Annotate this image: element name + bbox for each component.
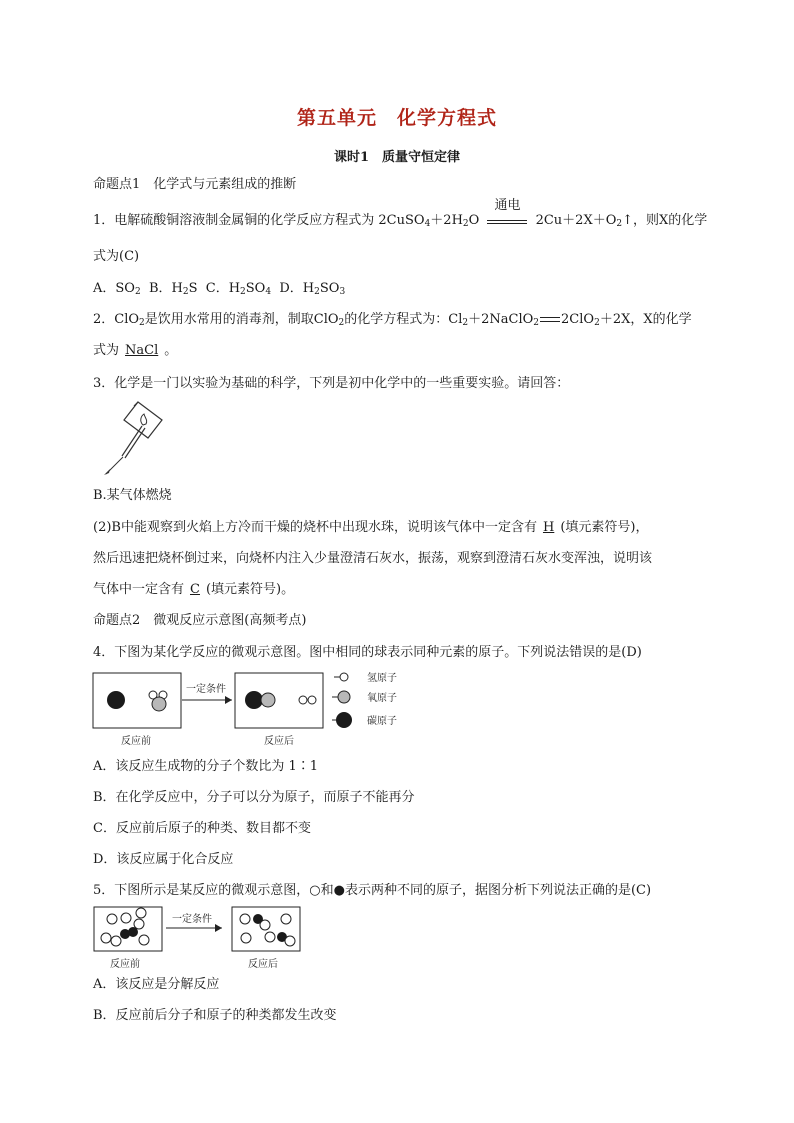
option-b-end: S bbox=[188, 281, 198, 296]
white-atom-icon bbox=[101, 933, 111, 943]
question-1-line-1 bbox=[93, 198, 708, 232]
white-atom-icon bbox=[134, 919, 144, 929]
page-subtitle: 课时1 质量守恒定律 bbox=[333, 150, 461, 165]
question-5-text bbox=[93, 883, 651, 899]
q2-text: 是饮用水常用的消毒剂，制取ClO bbox=[144, 312, 339, 327]
double-line-icon bbox=[487, 220, 527, 224]
topic-heading-2: 命题点2 微观反应示意图(高频考点) bbox=[93, 613, 307, 628]
white-atom-icon bbox=[139, 935, 149, 945]
arrow-head-icon bbox=[215, 924, 222, 932]
q2-sub: 2 bbox=[533, 318, 540, 328]
legend-hydrogen-label: 氢原子 bbox=[367, 673, 397, 684]
q3-answer-h: H bbox=[542, 520, 555, 535]
arrow-head-icon bbox=[225, 696, 232, 704]
q2-text: 。 bbox=[164, 343, 178, 358]
white-atom-icon bbox=[265, 932, 275, 942]
q4-option-c: C．反应前后原子的种类、数目都不变 bbox=[93, 821, 311, 836]
equals-sign-icon bbox=[540, 317, 560, 322]
option-sub: 2 bbox=[182, 287, 189, 297]
legend-oxygen-label: 氧原子 bbox=[367, 693, 397, 704]
q2-text: 2ClO bbox=[561, 312, 595, 327]
q4-option-a: A．该反应生成物的分子个数比为 1∶1 bbox=[93, 759, 319, 774]
q1-text-pre: 1．电解硫酸铜溶液制金属铜的化学反应方程式为 2CuSO bbox=[93, 213, 425, 228]
q1-sub: 4 bbox=[424, 219, 431, 229]
q2-text: 式为 bbox=[93, 343, 120, 358]
q3-text: 气体中一定含有 bbox=[93, 582, 185, 597]
question-2-line-1 bbox=[93, 312, 692, 331]
hydrogen-atom-icon bbox=[308, 696, 316, 704]
q4-reaction-diagram bbox=[92, 670, 412, 750]
option-sub: 3 bbox=[339, 287, 346, 297]
after-label: 反应后 bbox=[248, 959, 278, 970]
white-atom-icon bbox=[241, 933, 251, 943]
before-label: 反应前 bbox=[110, 959, 140, 970]
q1-text-post: ↑，则X的化学 bbox=[622, 213, 708, 228]
option-sub: 4 bbox=[265, 287, 272, 297]
black-atom-icon bbox=[128, 927, 138, 937]
topic-heading-1: 命题点1 化学式与元素组成的推断 bbox=[93, 177, 297, 192]
reaction-condition-label: 通电 bbox=[494, 198, 521, 213]
reaction-condition-label: 一定条件 bbox=[186, 684, 226, 695]
option-sub: 2 bbox=[314, 287, 320, 297]
oxygen-atom-icon bbox=[261, 693, 275, 707]
flame-icon bbox=[141, 414, 147, 425]
q1-text: ＋2H bbox=[430, 213, 463, 228]
q3-text: (填元素符号)， bbox=[560, 520, 649, 535]
white-atom-icon bbox=[285, 936, 295, 946]
question-3-text: 3．化学是一门以实验为基础的科学，下列是初中化学中的一些重要实验。请回答： bbox=[93, 376, 570, 391]
white-atom-icon bbox=[136, 908, 146, 918]
q5-option-b: B．反应前后分子和原子的种类都发生改变 bbox=[93, 1008, 337, 1023]
question-3-sub-line-3 bbox=[93, 582, 294, 598]
reaction-condition-label: 一定条件 bbox=[172, 914, 212, 925]
option-sub: 2 bbox=[134, 287, 141, 297]
oxygen-atom-icon bbox=[152, 697, 166, 711]
q1-sub: 2 bbox=[462, 219, 469, 229]
q2-text: ＋2NaClO bbox=[468, 312, 534, 327]
q1-text: 2Cu＋2X＋O bbox=[535, 213, 617, 228]
option-d: D．H bbox=[279, 281, 315, 296]
q1-sub: 2 bbox=[616, 219, 623, 229]
white-atom-icon bbox=[281, 914, 291, 924]
after-label: 反应后 bbox=[264, 736, 294, 747]
legend-carbon-label: 碳原子 bbox=[367, 716, 397, 727]
question-4-text: 4．下图为某化学反应的微观示意图。图中相同的球表示同种元素的原子。下列说法错误的是(D) bbox=[93, 645, 642, 660]
carbon-atom-icon bbox=[245, 691, 263, 709]
q3-text: (填元素符号)。 bbox=[205, 582, 295, 597]
option-c-mid: SO bbox=[245, 281, 266, 296]
page-title: 第五单元 化学方程式 bbox=[296, 107, 497, 129]
question-3-sub-line-1 bbox=[93, 520, 648, 536]
carbon-atom-icon bbox=[107, 691, 125, 709]
q2-sub: 2 bbox=[139, 318, 145, 328]
white-atom-icon bbox=[121, 913, 131, 923]
white-atom-icon bbox=[111, 936, 121, 946]
before-box bbox=[93, 673, 181, 728]
before-label: 反应前 bbox=[121, 736, 151, 747]
q3-answer-c: C bbox=[190, 582, 200, 597]
q5-option-a: A．该反应是分解反应 bbox=[93, 977, 220, 992]
question-2-line-2 bbox=[93, 343, 177, 359]
option-sub: 2 bbox=[240, 287, 246, 297]
q4-option-d: D．该反应属于化合反应 bbox=[93, 852, 234, 867]
q1-text: O bbox=[468, 213, 480, 228]
white-atom-icon bbox=[240, 914, 250, 924]
legend-hydrogen-icon bbox=[340, 673, 348, 681]
option-b: B．H bbox=[148, 281, 183, 296]
white-atom-icon bbox=[107, 914, 117, 924]
white-atom-icon bbox=[260, 920, 270, 930]
question-1-line-2: 式为(C) bbox=[93, 249, 140, 264]
gas-tube-icon bbox=[104, 426, 145, 475]
legend-oxygen-icon bbox=[338, 691, 350, 703]
q2-text: 的化学方程式为：Cl bbox=[344, 312, 463, 327]
q3-text: (2)B中能观察到火焰上方冷而干燥的烧杯中出现水珠，说明该气体中一定含有 bbox=[93, 520, 537, 535]
q5-reaction-diagram bbox=[92, 905, 307, 973]
option-c: C．H bbox=[205, 281, 241, 296]
q2-sub: 2 bbox=[594, 318, 600, 328]
reaction-condition-arrow bbox=[487, 198, 527, 224]
q5-text: 5．下图所示是某反应的微观示意图， bbox=[93, 883, 310, 898]
hydrogen-atom-icon bbox=[299, 696, 307, 704]
option-d-mid: SO bbox=[319, 281, 340, 296]
question-1-options bbox=[93, 281, 345, 300]
q5-text: ○和●表示两种不同的原子，据图分析下列说法正确的是(C) bbox=[309, 883, 652, 898]
q4-option-b: B．在化学反应中，分子可以分为原子，而原子不能再分 bbox=[93, 790, 415, 805]
beaker-icon bbox=[124, 402, 162, 438]
q2-sub: 2 bbox=[338, 318, 345, 328]
gas-burning-illustration bbox=[100, 398, 170, 476]
q2-text: ＋2X，X的化学 bbox=[599, 312, 692, 327]
q2-sub: 2 bbox=[462, 318, 469, 328]
illustration-caption: B.某气体燃烧 bbox=[93, 488, 172, 503]
q2-text: 2．ClO bbox=[93, 312, 140, 327]
q2-answer: NaCl bbox=[125, 343, 159, 358]
legend-carbon-icon bbox=[336, 712, 352, 728]
option-a: A．SO bbox=[93, 281, 135, 296]
question-3-sub-line-2: 然后迅速把烧杯倒过来，向烧杯内注入少量澄清石灰水，振荡，观察到澄清石灰水变浑浊，说明该 bbox=[93, 551, 653, 566]
